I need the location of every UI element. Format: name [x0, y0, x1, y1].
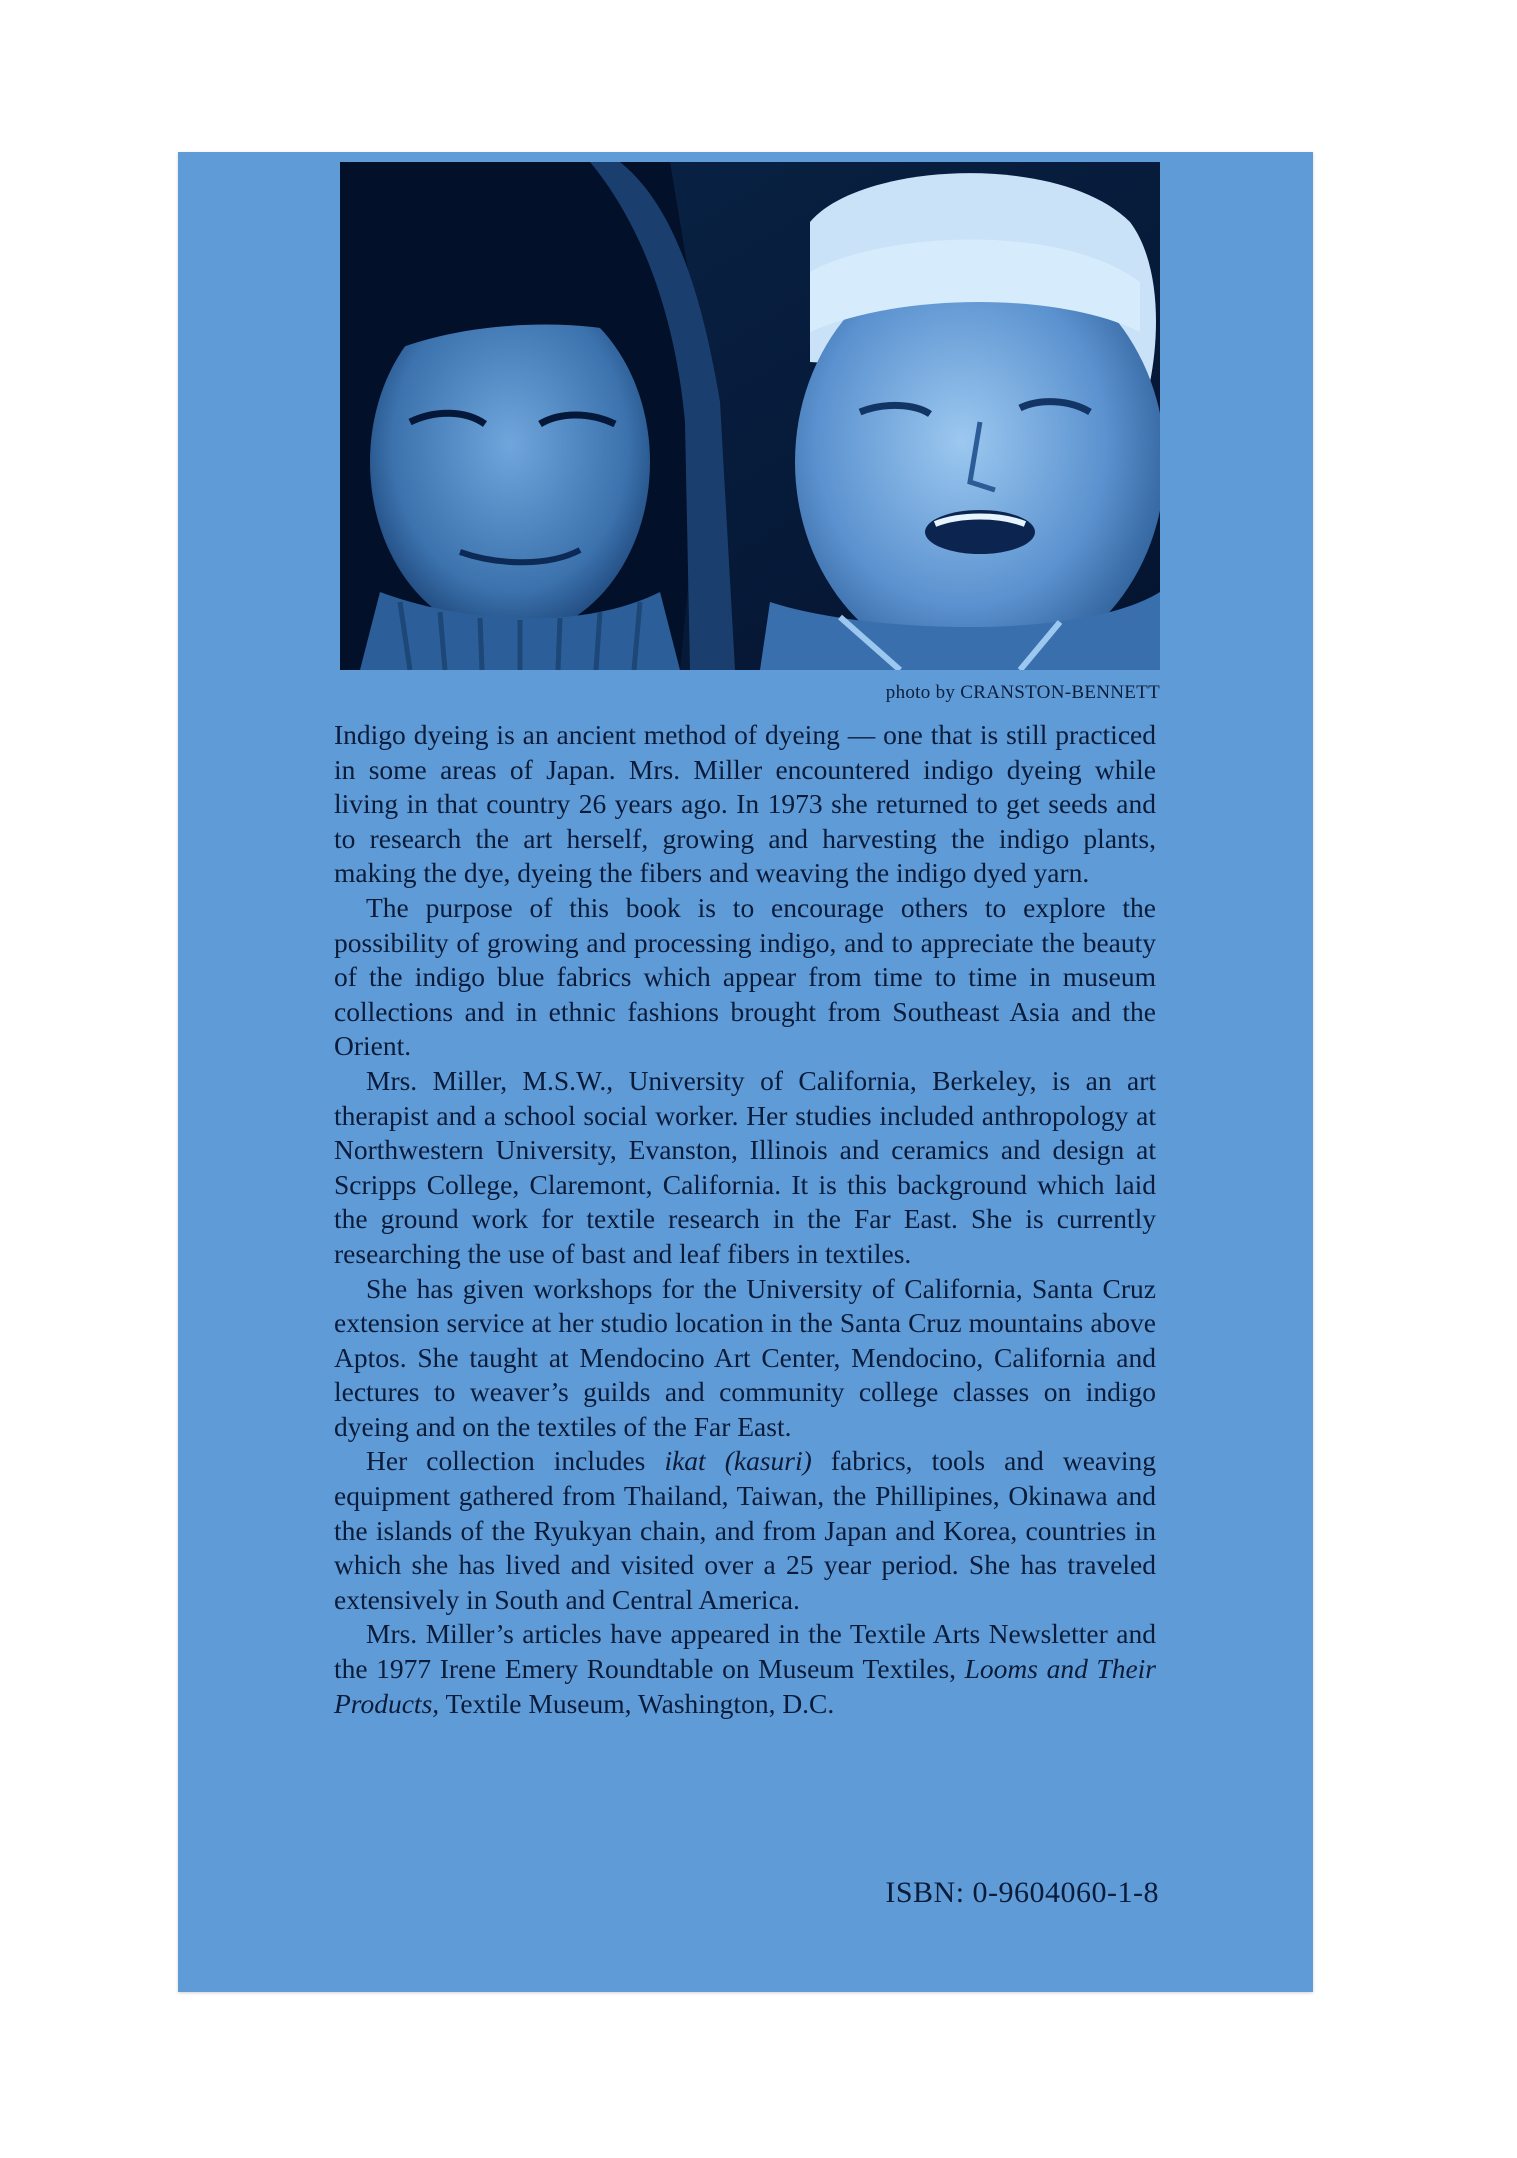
paragraph — [334, 1064, 1156, 1272]
paragraph-text: Mrs. Miller, M.S.W., University of California, Berkeley, is an art therapist and a school social worker. Her studies included anthropology at Northwestern University, Evanston, Illinois and ceramics and design at Scripps College, Claremont, California. It is this background which laid the ground work for textile research in the Far East. She is currently researching the use of bast and leaf fibers in textiles. — [334, 1064, 1156, 1269]
italic-title: ikat (kasuri) — [664, 1445, 812, 1477]
author-photo-image — [340, 162, 1160, 670]
paragraph-text: Her collection includes — [366, 1445, 665, 1477]
book-back-cover — [178, 152, 1313, 1992]
photo-credit: photo by CRANSTON-BENNETT — [885, 682, 1160, 703]
paragraph — [334, 718, 1156, 891]
isbn: ISBN: 0-9604060-1-8 — [885, 1876, 1159, 1909]
paragraph-text: The purpose of this book is to encourage others to explore the possibility of growing and processing indigo, and to appreciate the beauty of the indigo blue fabrics which appear from time to time in museum collections and in ethnic fashions brought from Southeast Asia and the Orient. — [334, 891, 1156, 1062]
paragraph-text: Mrs. Miller’s articles have appeared in the Textile Arts Newsletter and the 1977 Irene Emery Roundtable on Museum Textiles, — [334, 1618, 1156, 1685]
paragraph — [334, 891, 1156, 1064]
paragraph-text: fabrics, tools and weaving equipment gathered from Thailand, Taiwan, the Phillipines, Okinawa and the islands of the Ryukyan chain, and from Japan and Korea, countries in which she has lived and visited over a 25 year period. She has traveled extensively in South and Central America. — [334, 1445, 1157, 1615]
paragraph — [334, 1444, 1156, 1617]
paragraph-text: Indigo dyeing is an ancient method of dyeing — one that is still practiced in some areas of Japan. Mrs. Miller encountered indigo dyeing while living in that country 26 years ago. In 1973 she returned to get seeds and to research the art herself, growing and harvesting the indigo plants, making the dye, dyeing the fibers and weaving the indigo dyed yarn. — [334, 719, 1156, 889]
paragraph — [334, 1617, 1156, 1721]
paragraph-text: Textile Museum, Washington, D.C. — [439, 1687, 835, 1719]
author-photo — [340, 162, 1160, 670]
italic-title: Looms and Their Products, — [334, 1653, 1157, 1719]
paragraph — [334, 1272, 1156, 1445]
paragraph-text: She has given workshops for the University of California, Santa Cruz extension service at her studio location in the Santa Cruz mountains above Aptos. She taught at Mendocino Art Center, Mendocino, California and lectures to weaver’s guilds and community college classes on indigo dyeing and on the textiles of the Far East. — [334, 1272, 1156, 1442]
blurb-text — [334, 718, 1156, 1721]
